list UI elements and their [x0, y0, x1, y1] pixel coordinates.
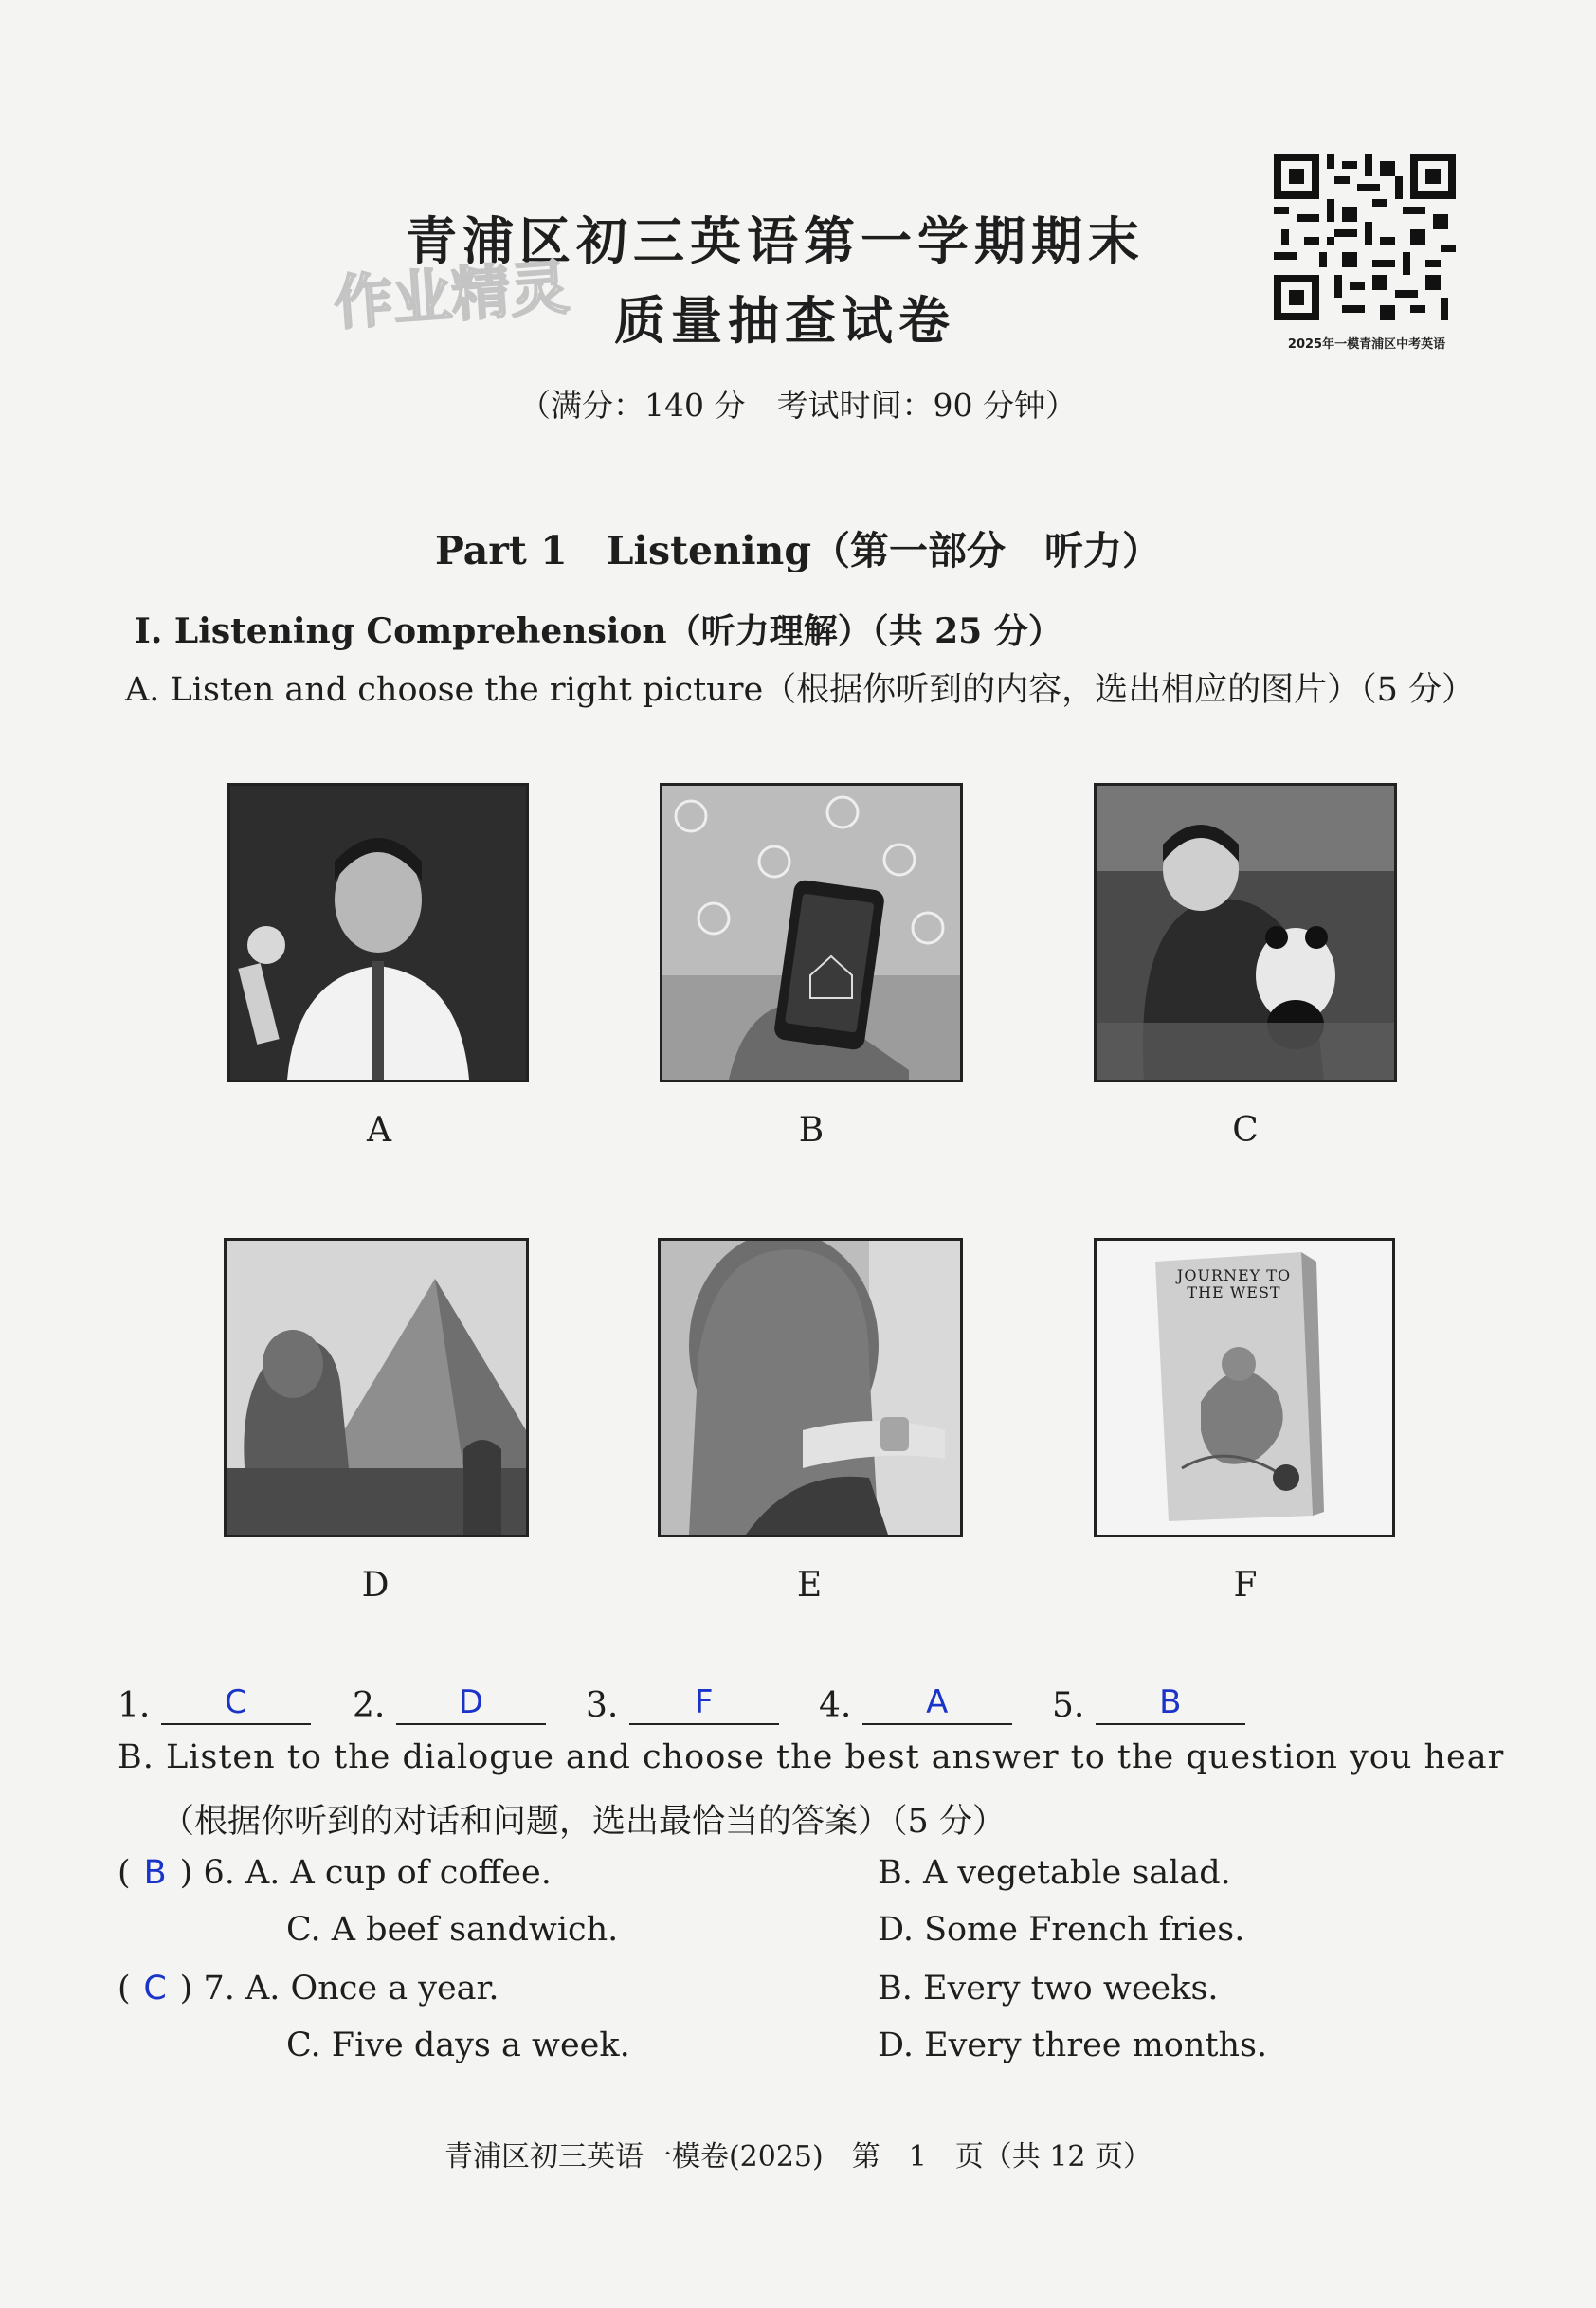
- question-7: [118, 1970, 499, 2008]
- answer-blank[interactable]: D: [396, 1683, 546, 1725]
- picture-label-a: A: [367, 1111, 391, 1150]
- answer-2: [353, 1683, 546, 1725]
- section-heading: Ⅰ. Listening Comprehension（听力理解）（共 25 分）: [135, 611, 1062, 651]
- picture-d: [224, 1238, 529, 1537]
- picture-label-d: D: [361, 1566, 390, 1605]
- question-7-option-c[interactable]: C. Five days a week.: [286, 2026, 630, 2064]
- picture-label-c: C: [1232, 1111, 1259, 1150]
- option-a[interactable]: A. A cup of coffee.: [245, 1854, 552, 1892]
- question-answer[interactable]: C: [143, 1970, 167, 2008]
- answer-blank[interactable]: B: [1096, 1683, 1245, 1725]
- answer-number: 4.: [819, 1686, 852, 1725]
- answer-blank[interactable]: A: [862, 1683, 1012, 1725]
- part-heading: Part 1 Listening（第一部分 听力）: [434, 528, 1161, 573]
- answer-1: [118, 1683, 311, 1725]
- smartwatch-girl-icon: [661, 1241, 960, 1535]
- picture-label-b: B: [798, 1111, 825, 1150]
- answer-3: [586, 1683, 779, 1725]
- watermark: 作业精灵: [332, 252, 571, 338]
- question-answer[interactable]: B: [143, 1854, 167, 1892]
- section-a-instruction: A. Listen and choose the right picture（根据你听到的内容，选出相应的图片）（5 分）: [125, 671, 1476, 709]
- qr-caption: 2025年一模青浦区中考英语: [1287, 337, 1446, 352]
- page-footer: 青浦区初三英语一模卷(2025) 第 1 页（共 12 页）: [444, 2140, 1152, 2173]
- sphinx-pyramid-icon: [227, 1241, 526, 1535]
- book-cover-title: JOURNEY TO THE WEST: [1176, 1266, 1292, 1301]
- picture-f: [1094, 1238, 1395, 1537]
- panda-keeper-icon: [1097, 786, 1394, 1080]
- qr-code-icon[interactable]: [1274, 152, 1456, 322]
- picture-b: [660, 783, 963, 1082]
- picture-c: [1094, 783, 1397, 1082]
- question-number: 7.: [203, 1970, 235, 2008]
- answer-blank[interactable]: C: [161, 1683, 311, 1725]
- open-paren: (: [118, 1970, 131, 2008]
- section-b-instruction-cn: （根据你听到的对话和问题，选出最恰当的答案）（5 分）: [161, 1803, 1006, 1841]
- open-paren: (: [118, 1854, 131, 1892]
- answer-number: 1.: [118, 1686, 151, 1725]
- option-a[interactable]: A. Once a year.: [245, 1970, 499, 2008]
- close-paren: ): [179, 1970, 193, 2008]
- question-7-option-d[interactable]: D. Every three months.: [878, 2026, 1268, 2064]
- question-6-option-c[interactable]: C. A beef sandwich.: [286, 1911, 619, 1949]
- picture-label-e: E: [796, 1566, 823, 1605]
- answer-blank[interactable]: F: [629, 1683, 779, 1725]
- answer-number: 5.: [1052, 1686, 1085, 1725]
- answer-4: [819, 1683, 1012, 1725]
- picture-e: [658, 1238, 963, 1537]
- close-paren: ): [179, 1854, 193, 1892]
- question-6-option-b[interactable]: B. A vegetable salad.: [878, 1854, 1231, 1892]
- smart-home-phone-icon: [662, 786, 960, 1080]
- section-b-instruction: B. Listen to the dialogue and choose the best answer to the question you hear: [118, 1738, 1505, 1776]
- question-6-option-d[interactable]: D. Some French fries.: [878, 1911, 1245, 1949]
- picture-label-f: F: [1233, 1566, 1258, 1605]
- question-7-option-b[interactable]: B. Every two weeks.: [878, 1970, 1219, 2008]
- question-number: 6.: [203, 1854, 235, 1892]
- athlete-medal-icon: [230, 786, 526, 1080]
- page-title-line2: 质量抽查试卷: [614, 291, 955, 351]
- picture-a: [227, 783, 529, 1082]
- exam-info: （满分：140 分 考试时间：90 分钟）: [519, 387, 1077, 424]
- answer-number: 2.: [353, 1686, 386, 1725]
- answer-5: [1052, 1683, 1245, 1725]
- page-title-line1: 青浦区初三英语第一学期期末: [406, 211, 1145, 271]
- question-6: [118, 1854, 552, 1892]
- answer-number: 3.: [586, 1686, 619, 1725]
